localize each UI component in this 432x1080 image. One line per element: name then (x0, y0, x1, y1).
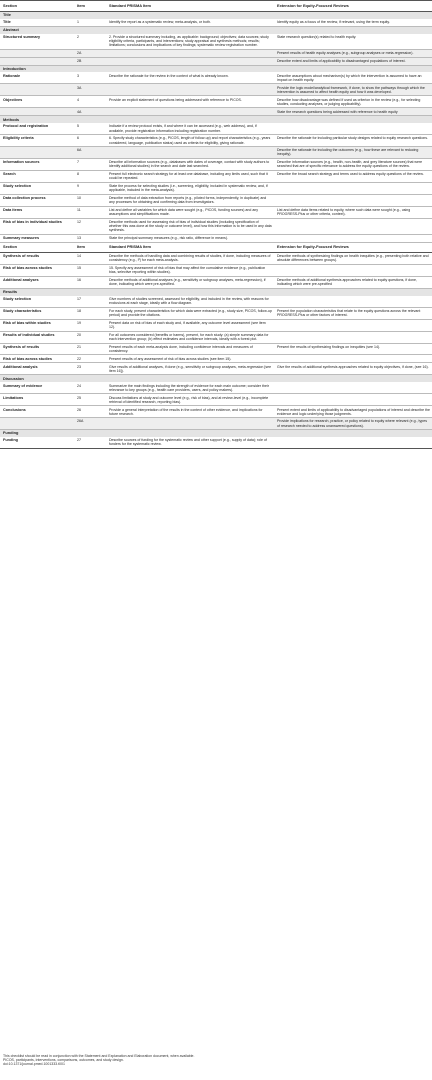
item-number: 17 (74, 296, 106, 307)
topic (0, 84, 74, 96)
equity-extension-text (274, 264, 432, 276)
section-heading-row (0, 288, 432, 295)
standard-prisma-text: Give results of additional analyses, if done (e.g., sensitivity or subgroup analyses, meta-regression [see item 16]). (106, 363, 274, 375)
item-number: 10 (74, 194, 106, 206)
topic: Data items (0, 206, 74, 218)
section-heading: Methods (0, 116, 432, 123)
checklist-row (0, 234, 432, 242)
section-heading-row (0, 26, 432, 33)
item-number: 16 (74, 276, 106, 288)
checklist-row (0, 135, 432, 147)
topic (0, 108, 74, 116)
table-footer (3, 1054, 429, 1067)
item-number: 26A (74, 418, 106, 430)
section-heading-row (0, 430, 432, 437)
standard-prisma-text: Describe methods of additional analyses (e.g., sensitivity or subgroup analyses, meta-regression), if done, indicating which were pre-specified. (106, 276, 274, 288)
checklist-row (0, 276, 432, 288)
topic: Section (0, 242, 74, 252)
checklist-row (0, 206, 432, 218)
standard-prisma-text: State the principal summary measures (e.g., risk ratio, difference in means). (106, 234, 274, 242)
topic: Limitations (0, 394, 74, 406)
topic: Funding (0, 437, 74, 448)
topic: Study selection (0, 182, 74, 194)
header-item: Item (74, 1, 106, 12)
standard-prisma-text: Describe sources of funding for the systematic review and other support (e.g., supply of data); role of funders for the systematic review. (106, 437, 274, 448)
checklist-row (0, 170, 432, 182)
standard-prisma-text (106, 418, 274, 430)
topic: Protocol and registration (0, 123, 74, 134)
item-number: 26 (74, 406, 106, 418)
checklist-row (0, 19, 432, 26)
item-number: 2A (74, 49, 106, 57)
standard-prisma-text: Standard PRISMA Item (106, 242, 274, 252)
table-header-row (0, 1, 432, 12)
checklist-row (0, 307, 432, 319)
item-number: 23 (74, 363, 106, 375)
checklist-row (0, 343, 432, 355)
item-number: 15 (74, 264, 106, 276)
repeated-header-row (0, 242, 432, 252)
topic: Risk of bias in individual studies (0, 218, 74, 234)
topic: Study characteristics (0, 307, 74, 319)
item-number: 24 (74, 382, 106, 393)
section-heading-row (0, 116, 432, 123)
item-number: 25 (74, 394, 106, 406)
table-body (0, 12, 432, 449)
topic: Risk of bias across studies (0, 355, 74, 363)
standard-prisma-text: Describe method of data extraction from reports (e.g., piloted forms, independently, in duplicate) and any processes for obtaining and confirming data from investigators. (106, 194, 274, 206)
standard-prisma-text (106, 108, 274, 116)
item-number: 3 (74, 72, 106, 83)
standard-prisma-text: Describe the rationale for the review in the context of what is already known. (106, 72, 274, 83)
standard-prisma-text: Give numbers of studies screened, assessed for eligibility, and included in the review, with reasons for exclusions at each stage, ideally with a flow diagram. (106, 296, 274, 307)
standard-prisma-text: Present results of any assessment of risk of bias across studies (see item 15). (106, 355, 274, 363)
topic: Results of individual studies (0, 331, 74, 343)
equity-extension-text: Describe the rationale for including particular study designs related to equity research questions. (274, 135, 432, 147)
topic: Risk of bias across studies (0, 264, 74, 276)
equity-extension-text: Identify equity as a focus of the review, if relevant, using the term equity. (274, 19, 432, 26)
item-number: 1 (74, 19, 106, 26)
standard-prisma-text: Present results of each meta-analysis done, including confidence intervals and measures of consistency. (106, 343, 274, 355)
item-number: 7 (74, 158, 106, 170)
topic: Objectives (0, 96, 74, 108)
equity-extension-text (274, 296, 432, 307)
footer-abbreviations: PICOS, participants, interventions, comparisons, outcomes, and study design. (3, 1058, 124, 1063)
item-number: 4 (74, 96, 106, 108)
section-heading: Discussion (0, 375, 432, 382)
item-number: 21 (74, 343, 106, 355)
equity-extension-text: Provide implications for research, practice, or policy related to equity where relevant (e.g., types of research needed to address unanswered questions). (274, 418, 432, 430)
checklist-row (0, 57, 432, 65)
item-number: 8 (74, 170, 106, 182)
topic: Conclusions (0, 406, 74, 418)
standard-prisma-text: Discuss limitations at study and outcome level (e.g., risk of bias), and at review-level (e.g., incomplete retrieval of identified research, reporting bias). (106, 394, 274, 406)
standard-prisma-text: Provide a general interpretation of the results in the context of other evidence, and implications for future research. (106, 406, 274, 418)
topic: Structured summary (0, 34, 74, 50)
equity-extension-text (274, 123, 432, 134)
standard-prisma-text: Present data on risk of bias of each study and, if available, any outcome level assessment (see item 12). (106, 319, 274, 331)
topic (0, 147, 74, 159)
equity-extension-text: Present the results of synthesizing findings on inequities (see 14). (274, 343, 432, 355)
item-number: 13 (74, 234, 106, 242)
topic: Eligibility criteria (0, 135, 74, 147)
section-heading: Abstract (0, 26, 432, 33)
item-number: 4A (74, 108, 106, 116)
item-number: 6A (74, 147, 106, 159)
standard-prisma-text: 15. Specify any assessment of risk of bias that may affect the cumulative evidence (e.g., publication bias, selective reporting within studies). (106, 264, 274, 276)
topic: Search (0, 170, 74, 182)
topic (0, 57, 74, 65)
item-number: 20 (74, 331, 106, 343)
equity-extension-text: Describe the rationale for including the outcomes (e.g., how these are relevant to reducing inequity). (274, 147, 432, 159)
topic: Additional analysis (0, 363, 74, 375)
header-section: Section (0, 1, 74, 12)
equity-extension-text: Describe extent and limits of applicability to disadvantaged populations of interest. (274, 57, 432, 65)
equity-extension-text: Describe how disadvantage was defined if used as criterion in the review (e.g., for selecting studies, conducting analyses, or judging applicability). (274, 96, 432, 108)
header-extension: Extension for Equity-Focused Reviews (274, 1, 432, 12)
checklist-row (0, 363, 432, 375)
topic: Summary measures (0, 234, 74, 242)
checklist-row (0, 147, 432, 159)
checklist-row (0, 158, 432, 170)
item-number: 22 (74, 355, 106, 363)
topic: Information sources (0, 158, 74, 170)
topic (0, 418, 74, 430)
equity-extension-text: Describe methods of synthesizing findings on health inequities (e.g., presenting both relative and absolute differences between groups). (274, 252, 432, 264)
section-heading: Funding (0, 430, 432, 437)
checklist-row (0, 194, 432, 206)
standard-prisma-text (106, 57, 274, 65)
standard-prisma-text: Describe methods used for assessing risk of bias of individual studies (including specification of whether this was done at the study or outcome level), and how this information is to be used in any data synthesis. (106, 218, 274, 234)
checklist-row (0, 319, 432, 331)
checklist-row (0, 218, 432, 234)
section-heading-row (0, 12, 432, 19)
item-number: 14 (74, 252, 106, 264)
equity-extension-text: Describe assumptions about mechanism(s) by which the intervention is assumed to have an impact on health equity. (274, 72, 432, 83)
topic (0, 49, 74, 57)
equity-extension-text: Describe the broad search strategy and terms used to address equity questions of the review. (274, 170, 432, 182)
equity-extension-text (274, 355, 432, 363)
item-number: 2B (74, 57, 106, 65)
checklist-row (0, 264, 432, 276)
equity-extension-text (274, 437, 432, 448)
standard-prisma-text: Provide an explicit statement of questions being addressed with reference to PICOS. (106, 96, 274, 108)
checklist-row (0, 72, 432, 83)
topic: Study selection (0, 296, 74, 307)
standard-prisma-text: Describe all information sources (e.g., databases with dates of coverage, contact with study authors to identify additional studies) in the search and date last searched. (106, 158, 274, 170)
checklist-row (0, 96, 432, 108)
standard-prisma-text: Identify the report as a systematic review, meta-analysis, or both. (106, 19, 274, 26)
standard-prisma-text (106, 147, 274, 159)
equity-extension-text: State research question(s) related to health equity. (274, 34, 432, 50)
checklist-row (0, 34, 432, 50)
item-number: Item (74, 242, 106, 252)
checklist-row (0, 331, 432, 343)
checklist-row (0, 355, 432, 363)
section-heading: Introduction (0, 65, 432, 72)
item-number: 3A (74, 84, 106, 96)
equity-extension-text (274, 319, 432, 331)
footer-doi: doi:10.1371/journal.pmed.1001333.t001 (3, 1062, 65, 1067)
standard-prisma-text: State the process for selecting studies (i.e., screening, eligibility, included in systematic review, and, if applicable, included in the meta-analysis). (106, 182, 274, 194)
checklist-row (0, 252, 432, 264)
topic: Title (0, 19, 74, 26)
section-heading: Results (0, 288, 432, 295)
standard-prisma-text: Indicate if a review protocol exists, if and where it can be accessed (e.g., web address), and, if available, provide registration information including registration number. (106, 123, 274, 134)
checklist-row (0, 84, 432, 96)
equity-extension-text (274, 394, 432, 406)
checklist-row (0, 182, 432, 194)
topic: Rationale (0, 72, 74, 83)
equity-extension-text: Present the population characteristics that relate to the equity questions across the relevant PROGRESS-Plus or other factors of interest. (274, 307, 432, 319)
standard-prisma-text: Present full electronic search strategy for at least one database, including any limits used, such that it could be repeated. (106, 170, 274, 182)
section-heading-row (0, 375, 432, 382)
footer-note: This checklist should be read in conjunction with the Statement and Explanation and Elaboration document, when available. (3, 1054, 195, 1058)
equity-extension-text (274, 194, 432, 206)
standard-prisma-text: For each study, present characteristics for which data were extracted (e.g., study size, PICOS, follow-up period) and provide the citations. (106, 307, 274, 319)
equity-extension-text: Present results of health equity analyses (e.g., subgroup analyses or meta-regression). (274, 49, 432, 57)
equity-extension-text (274, 382, 432, 393)
item-number: 2 (74, 34, 106, 50)
checklist-row (0, 296, 432, 307)
item-number: 9 (74, 182, 106, 194)
item-number: 11 (74, 206, 106, 218)
checklist-row (0, 49, 432, 57)
equity-extension-text (274, 218, 432, 234)
checklist-row (0, 382, 432, 393)
topic: Summary of evidence (0, 382, 74, 393)
topic: Risk of bias within studies (0, 319, 74, 331)
equity-extension-text: List and define data items related to equity, where such data were sought (e.g., using PROGRESS-Plus or other criteria, context). (274, 206, 432, 218)
standard-prisma-text: For all outcomes considered (benefits or harms), present, for each study: (a) simple summary data for each intervention group; (b) effect estimates and confidence intervals, ideally with a forest plot. (106, 331, 274, 343)
equity-extension-text: Describe methods of additional synthesis approaches related to equity questions, if done, indicating which were pre-specified (274, 276, 432, 288)
section-heading: Title (0, 12, 432, 19)
header-standard: Standard PRISMA Item (106, 1, 274, 12)
equity-extension-text: Give the results of additional synthesis approaches related to equity objectives, if done, (see 16). (274, 363, 432, 375)
item-number: 5 (74, 123, 106, 134)
item-number: 18 (74, 307, 106, 319)
prisma-equity-checklist-table (0, 0, 432, 449)
equity-extension-text (274, 182, 432, 194)
checklist-row (0, 437, 432, 448)
topic: Synthesis of results (0, 252, 74, 264)
checklist-row (0, 406, 432, 418)
equity-extension-text (274, 331, 432, 343)
checklist-row (0, 123, 432, 134)
equity-extension-text: Describe information sources (e.g., health, non-health, and grey literature sources) that were searched that are of specific relevance to address the equity questions of the review. (274, 158, 432, 170)
item-number: 19 (74, 319, 106, 331)
topic: Additional analyses (0, 276, 74, 288)
equity-extension-text: Extension for Equity-Focused Reviews (274, 242, 432, 252)
standard-prisma-text (106, 84, 274, 96)
standard-prisma-text: Describe the methods of handling data and combining results of studies, if done, including measures of consistency (e.g., I²) for each meta-analysis. (106, 252, 274, 264)
equity-extension-text: State the research questions being addressed with reference to health equity (274, 108, 432, 116)
topic: Synthesis of results (0, 343, 74, 355)
equity-extension-text (274, 234, 432, 242)
item-number: 12 (74, 218, 106, 234)
standard-prisma-text (106, 49, 274, 57)
item-number: 6 (74, 135, 106, 147)
standard-prisma-text: 6. Specify study characteristics (e.g., PICOS, length of follow-up) and report characteristics (e.g., years considered, language, publication status) used as criteria for eligibility, giving rationale. (106, 135, 274, 147)
equity-extension-text: Provide the logic model/analytical framework, if done, to show the pathways through which the intervention is assumed to affect health equity and how it was developed. (274, 84, 432, 96)
checklist-row (0, 418, 432, 430)
standard-prisma-text: List and define all variables for which data were sought (e.g., PICOS, funding sources) and any assumptions and simplifications made. (106, 206, 274, 218)
topic: Data collection process (0, 194, 74, 206)
item-number: 27 (74, 437, 106, 448)
standard-prisma-text: Summarize the main findings including the strength of evidence for each main outcome; consider their relevance to key groups (e.g., health care providers, users, and policy makers). (106, 382, 274, 393)
equity-extension-text: Present extent and limits of applicability to disadvantaged populations of interest and describe the evidence and logic underlying those judgments. (274, 406, 432, 418)
checklist-row (0, 108, 432, 116)
section-heading-row (0, 65, 432, 72)
checklist-row (0, 394, 432, 406)
standard-prisma-text: 2. Provide a structured summary including, as applicable: background; objectives; data sources; study eligibility criteria, participants, and interventions; study appraisal and synthesis methods; results; limitations; conclusions and implications of key findings; systematic review registration number. (106, 34, 274, 50)
